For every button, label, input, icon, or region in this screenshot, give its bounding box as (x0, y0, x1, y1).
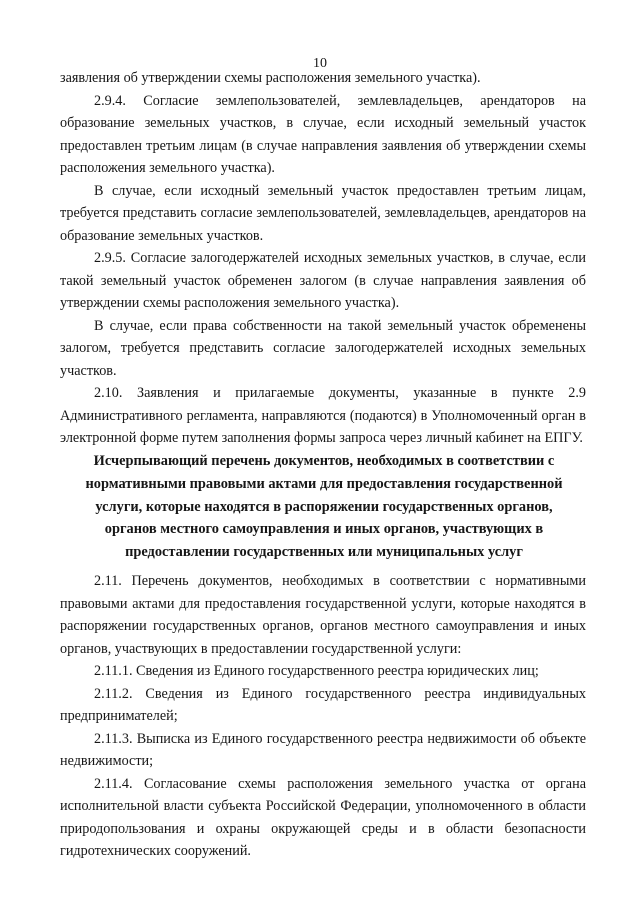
paragraph-third-parties: В случае, если исходный земельный участок предоставлен третьим лицам, требуется представить согласие землепользователей, землевладельцев, арендаторов на образование земельных участков. (60, 182, 586, 244)
paragraph-continuation: заявления об утверждении схемы расположения земельного участка). (60, 70, 481, 86)
paragraph-2-11-2: 2.11.2. Сведения из Единого государственного реестра индивидуальных предпринимателей; (60, 685, 586, 724)
paragraph-2-10: 2.10. Заявления и прилагаемые документы, указанные в пункте 2.9 Административного регламента, направляются (подаются) в Уполномоченный орган в электронной форме путем заполнения формы запроса через личный кабинет на ЕПГУ. (60, 385, 586, 446)
paragraph-2-11: 2.11. Перечень документов, необходимых в соответствии с нормативными правовыми актами для предоставления государственной услуги, которые находятся в распоряжении государственных органов, органов местного самоуправления и иных органов, участвующих в предоставлении государственной услуги: (60, 573, 586, 657)
section-heading: Исчерпывающий перечень документов, необходимых в соответствии с нормативными правовыми актами для предоставления государственной услуги, которые находятся в распоряжении государственных органов, органов местного самоуправления и иных органов, участвующих в предоставлении государственных или муниципальных услуг (85, 453, 563, 561)
bottom-text-block (60, 570, 586, 863)
paragraph-2-11-1: 2.11.1. Сведения из Единого государственного реестра юридических лиц; (94, 663, 539, 679)
paragraph-2-11-3: 2.11.3. Выписка из Единого государственного реестра недвижимости об объекте недвижимости; (60, 730, 586, 769)
paragraph-pledge: В случае, если права собственности на такой земельный участок обременены залогом, требуется представить согласие залогодержателей исходных земельных участков. (60, 317, 586, 379)
top-text-block (60, 67, 586, 450)
paragraph-2-11-4: 2.11.4. Согласование схемы расположения земельного участка от органа исполнительной власти субъекта Российской Федерации, уполномоченного в области природопользования и охраны окружающей среды и в области безопасности гидротехнических сооружений. (60, 775, 586, 859)
paragraph-2-9-4: 2.9.4. Согласие землепользователей, землевладельцев, арендаторов на образование земельных участков, в случае, если исходный земельный участок предоставлен третьим лицам (в случае направления заявления об утверждении схемы расположения земельного участка). (60, 92, 586, 176)
paragraph-2-9-5: 2.9.5. Согласие залогодержателей исходных земельных участков, в случае, если такой земельный участок обременен залогом (в случае направления заявления об утверждении схемы расположения земельного участка). (60, 250, 586, 311)
page-number: 10 (313, 56, 327, 71)
